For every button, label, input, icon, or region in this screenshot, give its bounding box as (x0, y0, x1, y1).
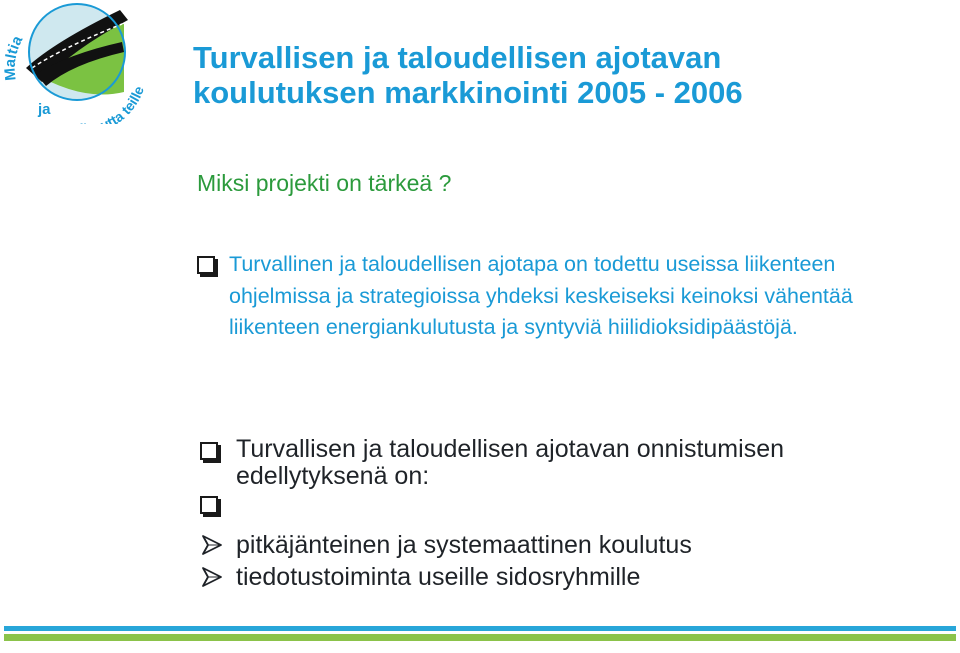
arrow-bullet-icon (201, 566, 223, 588)
svg-text:Maltia (2, 33, 27, 82)
logo-text-bottom: tta teill (104, 90, 144, 124)
logo-text-top: Maltia (2, 33, 27, 82)
list-item-text: tiedotustoiminta useille sidosryhmille (236, 563, 641, 591)
list-item (201, 561, 692, 593)
section-question: Miksi projekti on tärkeä ? (197, 170, 452, 196)
paragraph-2-text: Turvallisen ja taloudellisen ajotavan onnistumisen edellytyksenä on: (236, 435, 784, 490)
page-title-line2: koulutuksen markkinointi 2005 - 2006 (193, 75, 743, 110)
page-title-line1: Turvallisen ja taloudellisen ajotavan (193, 40, 722, 75)
checkbox-bullet-icon (197, 256, 215, 274)
bullet-paragraph-2 (200, 436, 920, 490)
checkbox-bullet-icon (200, 496, 218, 514)
bullet-paragraph-1 (197, 249, 897, 344)
footer-stripe-blue (4, 626, 956, 631)
checkbox-bullet-icon (200, 442, 218, 460)
logo-emblem-icon (2, 2, 144, 124)
list-item-text: pitkäjänteinen ja systemaattinen koulutus (236, 531, 692, 559)
page-title (193, 40, 743, 110)
paragraph-1-text: Turvallinen ja taloudellisen ajotapa on todettu useissa liikenteen ohjelmissa ja strategioissa yhdeksi keskeiseksi keinoksi vähentää liikenteen energiankulutusta ja syntyviä hiilidioksidipäästöjä. (229, 252, 853, 340)
list-item (201, 529, 692, 561)
arrow-list (201, 529, 692, 593)
arrow-bullet-icon (201, 534, 223, 556)
empty-bullet (200, 496, 218, 514)
logo-text-middle: ja (38, 101, 51, 118)
footer-stripe-green (4, 634, 956, 641)
logo (2, 2, 144, 124)
